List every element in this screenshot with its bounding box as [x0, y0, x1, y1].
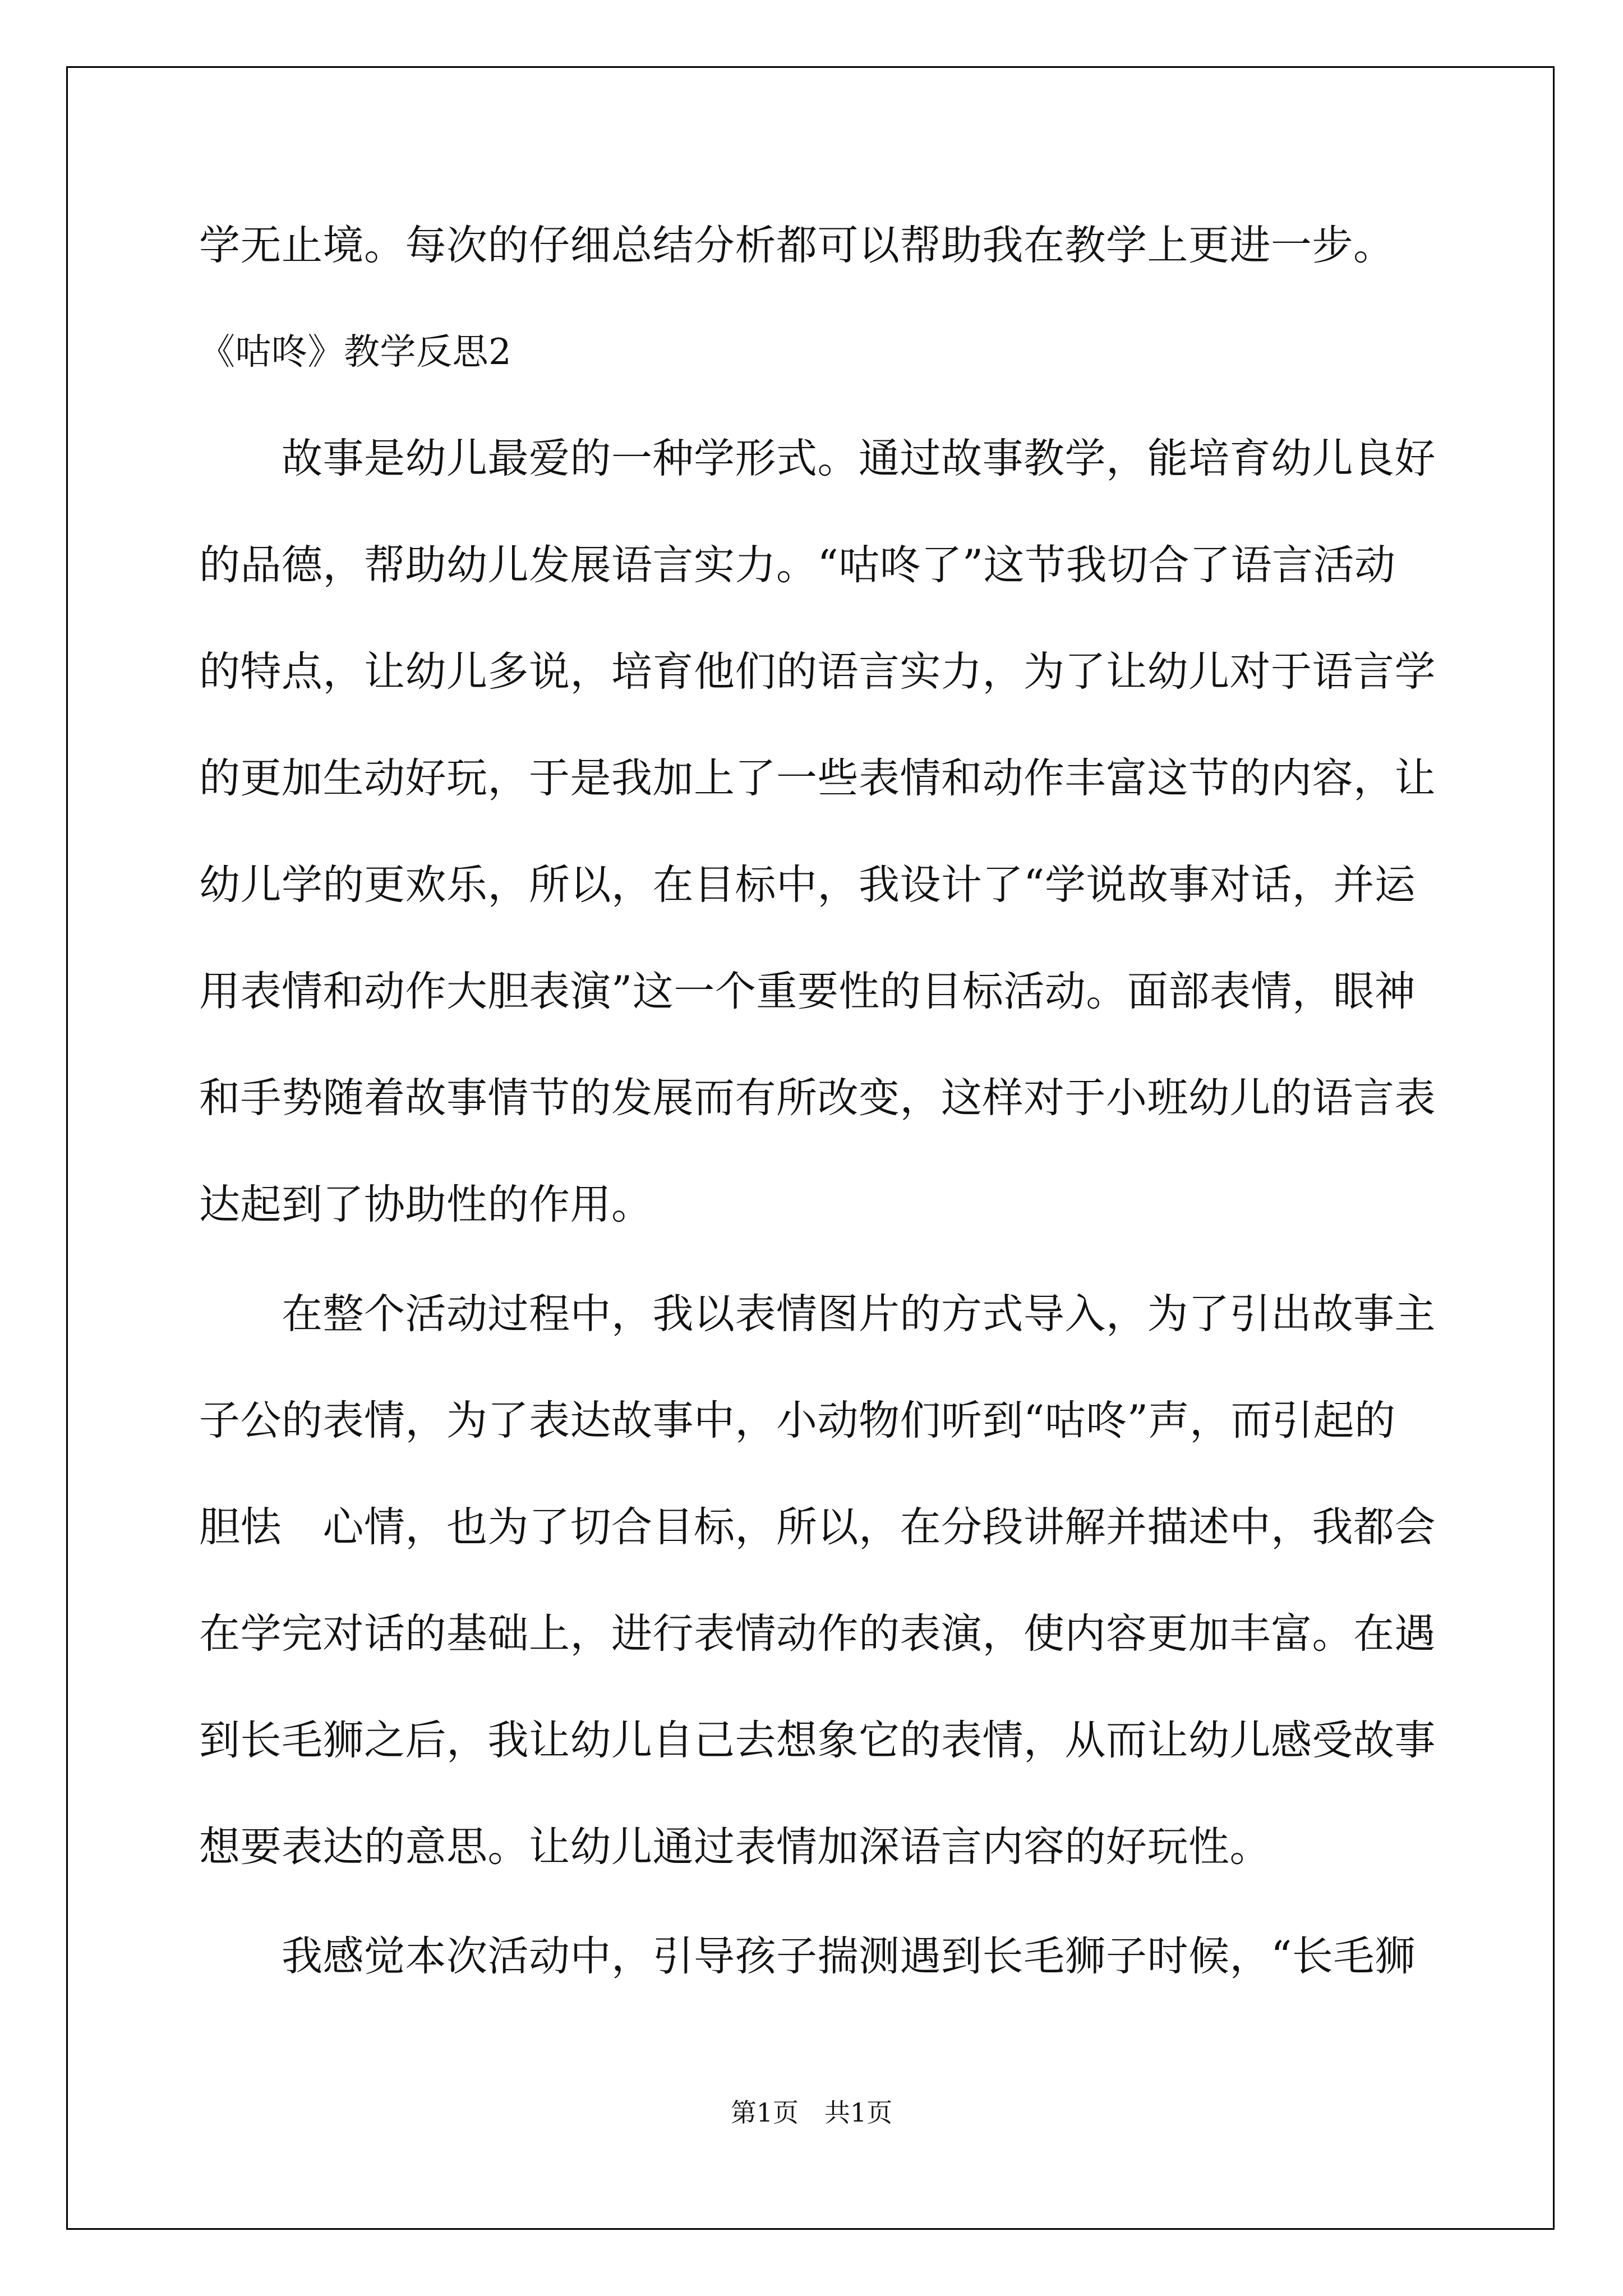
text-line: 的更加生动好玩，于是我加上了一些表情和动作丰富这节的内容，让	[199, 754, 1436, 802]
text-line: 想要表达的意思。让幼儿通过表情加深语言内容的好玩性。	[199, 1823, 1271, 1871]
text-line: 在学完对话的基础上，进行表情动作的表演，使内容更加丰富。在遇	[199, 1610, 1436, 1658]
text-line: 学无止境。每次的仔细总结分析都可以帮助我在教学上更进一步。	[199, 222, 1395, 269]
text-line: 到长毛狮之后，我让幼儿自己去想象它的表情，从而让幼儿感受故事	[199, 1717, 1436, 1764]
section-heading: 《咕咚》教学反思2	[199, 332, 512, 373]
text-line: 达起到了协助性的作用。	[199, 1181, 653, 1228]
text-line: 的特点，让幼儿多说，培育他们的语言实力，为了让幼儿对于语言学	[199, 648, 1436, 696]
text-line: 故事是幼儿最爱的一种学形式。通过故事教学，能培育幼儿良好	[199, 435, 1436, 482]
text-line: 用表情和动作大胆表演”这一个重要性的目标活动。面部表情，眼神	[199, 968, 1416, 1015]
text-line: 胆怯 心情，也为了切合目标，所以，在分段讲解并描述中，我都会	[199, 1503, 1436, 1551]
text-line: 的品德，帮助幼儿发展语言实力。“咕咚了”这节我切合了语言活动	[199, 541, 1396, 589]
text-line: 子公的表情，为了表达故事中，小动物们听到“咕咚”声，而引起的	[199, 1397, 1396, 1444]
text-line: 在整个活动过程中，我以表情图片的方式导入，为了引出故事主	[199, 1290, 1436, 1338]
text-line: 和手势随着故事情节的发展而有所改变，这样对于小班幼儿的语言表	[199, 1074, 1436, 1122]
page-number-footer: 第1页 共1页	[730, 2097, 893, 2128]
text-line: 幼儿学的更欢乐，所以，在目标中，我设计了“学说故事对话，并运	[199, 861, 1416, 909]
page-border	[66, 66, 1555, 2230]
text-line: 我感觉本次活动中，引导孩子揣测遇到长毛狮子时候，“长毛狮	[199, 1932, 1416, 1980]
